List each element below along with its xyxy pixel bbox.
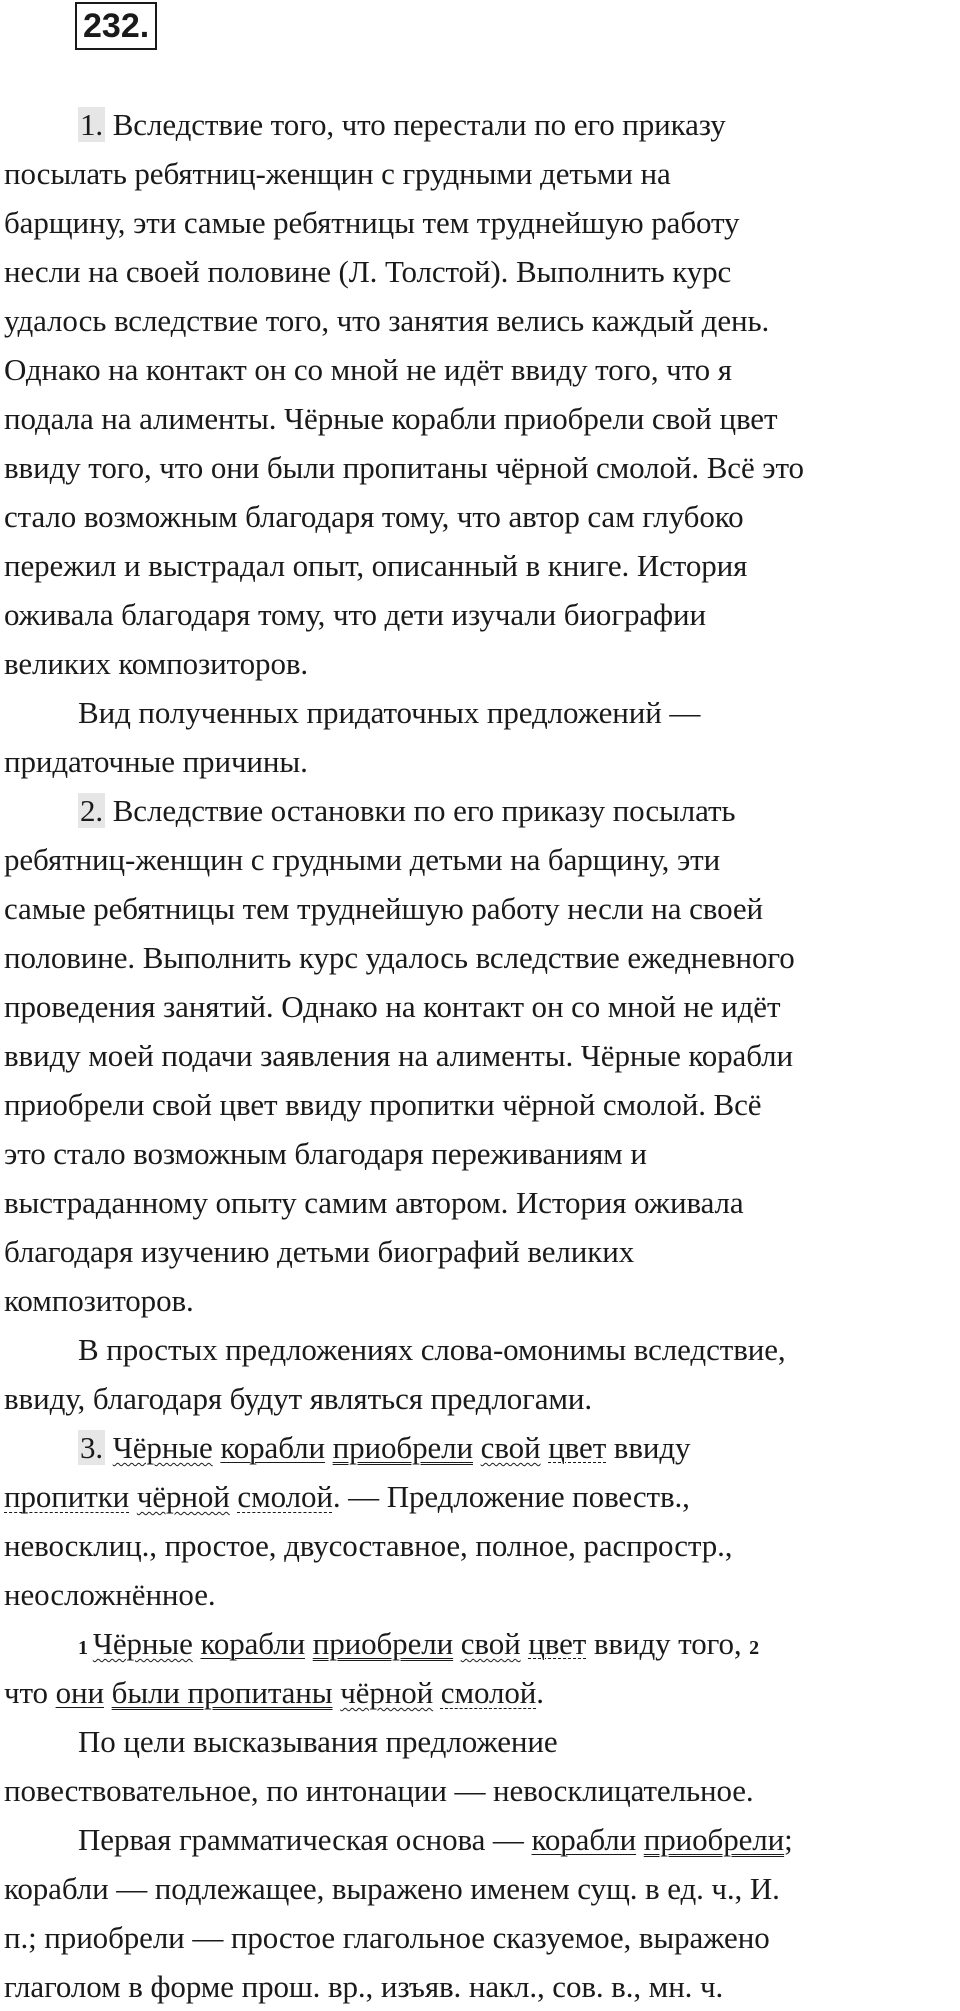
text-line	[4, 1815, 954, 1864]
text-line	[4, 1374, 954, 1423]
text-line	[4, 345, 954, 394]
text-span: Вследствие того, что перестали по его приказу	[105, 107, 726, 142]
text-span: Однако на контакт он со мной не идёт ввиду того, что я	[4, 352, 732, 387]
clause-marker: 2	[749, 1637, 760, 1659]
text-line	[4, 1668, 954, 1717]
text-span: Вид полученных придаточных предложений —	[78, 695, 701, 730]
marked-word: чёрной	[340, 1675, 434, 1710]
text-line	[4, 933, 954, 982]
text-span: проведения занятий. Однако на контакт он со мной не идёт	[4, 989, 781, 1024]
text-line	[4, 590, 954, 639]
text-span	[325, 1430, 333, 1465]
marked-word: Чёрные	[112, 1430, 213, 1465]
text-line	[4, 982, 954, 1031]
text-span	[105, 1430, 113, 1465]
item-number: 2.	[80, 793, 104, 828]
text-line	[4, 1472, 954, 1521]
text-line	[4, 100, 954, 149]
text-line	[4, 1913, 954, 1962]
text-line	[4, 786, 954, 835]
task-number-box: 232.	[75, 2, 157, 50]
text-span: самые ребятницы тем труднейшую работу несли на своей	[4, 891, 764, 926]
marked-word: свой	[460, 1626, 521, 1661]
text-span: По цели высказывания предложение	[78, 1724, 558, 1759]
text-span: удалось вследствие того, что занятия велись каждый день.	[4, 303, 770, 338]
text-span: придаточные причины.	[4, 744, 308, 779]
answer-text	[4, 100, 954, 2011]
text-span: выстраданному опыту самим автором. История оживала	[4, 1185, 744, 1220]
marked-word: цвет	[548, 1430, 607, 1465]
text-span: ввиду того, что они были пропитаны чёрной смолой. Всё это	[4, 450, 804, 485]
text-span: Первая грамматическая основа —	[78, 1822, 532, 1857]
text-span: ввиду, благодаря будут являться предлогами.	[4, 1381, 593, 1416]
text-line	[4, 1178, 954, 1227]
text-span: ввиду	[606, 1430, 691, 1465]
text-span: ввиду моей подачи заявления на алименты. Чёрные корабли	[4, 1038, 793, 1073]
text-line	[4, 1766, 954, 1815]
text-line	[4, 1276, 954, 1325]
text-span: это стало возможным благодаря переживаниям и	[4, 1136, 647, 1171]
text-span: оживала благодаря тому, что дети изучали биографии	[4, 597, 706, 632]
text-span: Вследствие остановки по его приказу посылать	[105, 793, 736, 828]
marked-word: они	[55, 1675, 104, 1710]
text-line	[4, 541, 954, 590]
marked-word: корабли	[531, 1822, 637, 1857]
marked-word: приобрели	[643, 1822, 785, 1857]
text-span: глаголом в форме прош. вр., изъяв. накл., сов. в., мн. ч.	[4, 1969, 724, 2004]
text-span	[433, 1675, 441, 1710]
marked-word: смолой	[440, 1675, 537, 1710]
clause-marker: 1	[78, 1637, 93, 1659]
text-span: невосклиц., простое, двусоставное, полное, распростр.,	[4, 1528, 733, 1563]
text-line	[4, 835, 954, 884]
text-line	[4, 443, 954, 492]
text-span	[453, 1626, 461, 1661]
text-line	[4, 1227, 954, 1276]
marked-word: свой	[480, 1430, 541, 1465]
text-span: композиторов.	[4, 1283, 194, 1318]
text-span	[636, 1822, 644, 1857]
text-line	[4, 394, 954, 443]
text-line	[4, 1619, 954, 1668]
text-line	[4, 492, 954, 541]
marked-word: приобрели	[312, 1626, 454, 1661]
text-line	[4, 1717, 954, 1766]
marked-word: чёрной	[136, 1479, 230, 1514]
text-span: половине. Выполнить курс удалось вследствие ежедневного	[4, 940, 795, 975]
text-span: .	[536, 1675, 544, 1710]
text-span: ;	[784, 1822, 793, 1857]
text-span: неосложнённое.	[4, 1577, 216, 1612]
text-span: барщину, эти самые ребятницы тем труднейшую работу	[4, 205, 740, 240]
text-line	[4, 1864, 954, 1913]
text-line	[4, 1423, 954, 1472]
text-line	[4, 296, 954, 345]
marked-word: цвет	[528, 1626, 587, 1661]
text-span: стало возможным благодаря тому, что автор сам глубоко	[4, 499, 744, 534]
text-span	[305, 1626, 313, 1661]
text-line	[4, 1570, 954, 1619]
marked-word: смолой	[237, 1479, 333, 1514]
text-span: п.; приобрели — простое глагольное сказуемое, выражено	[4, 1920, 770, 1955]
text-span: В простых предложениях слова-омонимы вследствие,	[78, 1332, 786, 1367]
marked-word: пропитки	[4, 1479, 130, 1514]
text-span: . — Предложение повеств.,	[332, 1479, 690, 1514]
text-line	[4, 884, 954, 933]
item-number: 3.	[80, 1430, 104, 1465]
text-span	[473, 1430, 481, 1465]
text-span: пережил и выстрадал опыт, описанный в книге. История	[4, 548, 748, 583]
text-line	[4, 247, 954, 296]
text-span: приобрели свой цвет ввиду пропитки чёрной смолой. Всё	[4, 1087, 762, 1122]
text-span: великих композиторов.	[4, 646, 309, 681]
text-line	[4, 1325, 954, 1374]
text-span: корабли — подлежащее, выражено именем сущ. в ед. ч., И.	[4, 1871, 780, 1906]
text-span: ввиду того,	[586, 1626, 750, 1661]
marked-word: приобрели	[332, 1430, 473, 1465]
text-line	[4, 149, 954, 198]
text-span: повествовательное, по интонации — невосклицательное.	[4, 1773, 754, 1808]
text-span	[129, 1479, 137, 1514]
text-line	[4, 1080, 954, 1129]
marked-word: корабли	[200, 1626, 306, 1661]
marked-word: Чёрные	[92, 1626, 193, 1661]
text-span: подала на алименты. Чёрные корабли приобрели свой цвет	[4, 401, 778, 436]
item-number: 1.	[80, 107, 104, 142]
text-line	[4, 198, 954, 247]
marked-word: корабли	[220, 1430, 325, 1465]
text-line	[4, 1031, 954, 1080]
text-line	[4, 1521, 954, 1570]
text-span: посылать ребятниц-женщин с грудными детьми на	[4, 156, 671, 191]
text-line	[4, 688, 954, 737]
text-line	[4, 639, 954, 688]
text-line	[4, 737, 954, 786]
text-span: что	[4, 1675, 56, 1710]
text-span	[104, 1675, 112, 1710]
text-span: благодаря изучению детьми биографий великих	[4, 1234, 635, 1269]
text-span: ребятниц-женщин с грудными детьми на барщину, эти	[4, 842, 721, 877]
marked-word: были пропитаны	[111, 1675, 333, 1710]
text-span: несли на своей половине (Л. Толстой). Выполнить курс	[4, 254, 732, 289]
text-line	[4, 1129, 954, 1178]
